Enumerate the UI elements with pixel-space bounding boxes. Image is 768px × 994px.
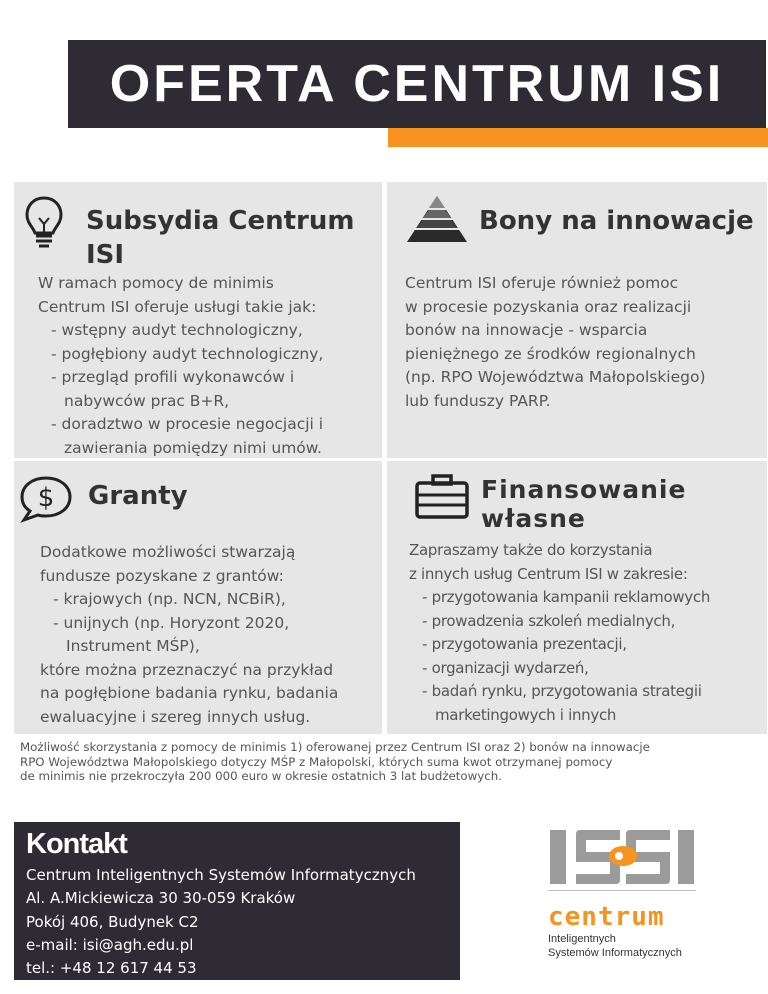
card-title: Bony na innowacje [479, 206, 754, 236]
card-bony [387, 182, 767, 458]
card-title [86, 204, 354, 272]
contact-org: Centrum Inteligentnych Systemów Informatycznych [26, 866, 416, 884]
logo-subtitle-line: Systemów Informatycznych [548, 947, 682, 959]
list-item: - prowadzenia szkoleń medialnych, [409, 610, 767, 634]
title-line: ISI [86, 240, 125, 270]
text-line: lub funduszy PARP. [405, 391, 551, 410]
card-body [409, 539, 767, 727]
footnote-line: Możliwość skorzystania z pomocy de minimis 1) oferowanej przez Centrum ISI oraz 2) bonów na innowacje [20, 740, 650, 754]
contact-address: Al. A.Mickiewicza 30 30-059 Kraków [26, 889, 296, 908]
text-line: bonów na innowacje - wsparcia [405, 321, 648, 339]
service-list [38, 319, 378, 460]
logo-wordmark: centrum [548, 902, 665, 932]
list-item: - krajowych (np. NCN, NCBiR), [40, 588, 380, 612]
list-item: - przygotowania kampanii reklamowych [409, 586, 767, 610]
title-line: Finansowanie [481, 475, 687, 504]
svg-text:$: $ [37, 483, 55, 513]
title-line: Subsydia Centrum [86, 206, 355, 236]
outro-line: które można przeznaczyć na przykład [40, 660, 334, 679]
contact-phone[interactable]: tel.: +48 12 617 44 53 [26, 959, 197, 978]
contact-details [26, 864, 416, 980]
contact-box [14, 822, 460, 980]
isi-logo-mark [548, 826, 698, 888]
intro-line: Centrum ISI oferuje usługi takie jak: [38, 297, 317, 316]
outro-line: ewaluacyjne i szereg innych usług. [40, 707, 311, 726]
text-line: w procesie pozyskania oraz realizacji [405, 297, 692, 316]
text-line: (np. RPO Województwa Małopolskiego) [405, 368, 706, 386]
intro-line: z innych usług Centrum ISI w zakresie: [409, 564, 688, 583]
footnote-line: de minimis nie przekroczyła 200 000 euro w okresie ostatnich 3 lat budżetowych. [20, 769, 502, 783]
header-banner [68, 40, 766, 128]
card-granty [14, 461, 382, 734]
isi-logo [548, 826, 698, 966]
grant-list [40, 588, 380, 659]
card-body [38, 272, 378, 460]
list-item: - badań rynku, przygotowania strategii marketingowych i innych [409, 680, 755, 727]
intro-line: fundusze pozyskane z grantów: [40, 566, 284, 585]
list-item: - przygotowania prezentacji, [409, 633, 767, 657]
logo-divider [548, 890, 696, 891]
contact-title: Kontakt [26, 828, 127, 860]
service-list [409, 586, 767, 727]
contact-email[interactable]: e-mail: isi@agh.edu.pl [26, 935, 194, 954]
intro-line: Zapraszamy także do korzystania [409, 541, 653, 559]
lightbulb-icon [24, 194, 64, 250]
card-body [405, 272, 760, 413]
outro-line: na pogłębione badania rynku, badania [40, 684, 339, 702]
dollar-chat-icon [18, 475, 74, 523]
footnote-line: RPO Województwa Małopolskiego dotyczy MŚP z Małopolski, których suma kwot otrzymanej pomocy [20, 754, 613, 769]
accent-bar [388, 128, 768, 147]
contact-room: Pokój 406, Budynek C2 [26, 912, 199, 931]
card-finansowanie [387, 461, 767, 734]
page-title: OFERTA CENTRUM ISI [109, 55, 725, 113]
logo-subtitle [548, 932, 682, 960]
text-line: pieniężnego ze środków regionalnych [405, 344, 696, 363]
briefcase-icon [415, 473, 469, 519]
list-item: - przegląd profili wykonawców i nabywców prac B+R, [38, 366, 324, 413]
list-item: - wstępny audyt technologiczny, [38, 319, 324, 343]
text-line: Centrum ISI oferuje również pomoc [405, 274, 679, 292]
list-item: - unijnych (np. Horyzont 2020, Instrument MŚP), [40, 612, 316, 659]
card-title: Granty [88, 481, 188, 511]
card-body [40, 541, 380, 729]
card-title [481, 475, 686, 533]
pyramid-icon [405, 194, 469, 244]
intro-line: W ramach pomocy de minimis [38, 274, 274, 292]
list-item: - pogłębiony audyt technologiczny, [38, 343, 364, 367]
list-item: - doradztwo w procesie negocjacji i zawierania pomiędzy nimi umów. [38, 413, 374, 460]
list-item: - organizacji wydarzeń, [409, 657, 767, 681]
card-subsydia [14, 182, 382, 458]
footnote [20, 740, 740, 784]
title-line: własne [481, 504, 586, 533]
logo-subtitle-line: Inteligentnych [548, 933, 616, 945]
intro-line: Dodatkowe możliwości stwarzają [40, 543, 296, 561]
